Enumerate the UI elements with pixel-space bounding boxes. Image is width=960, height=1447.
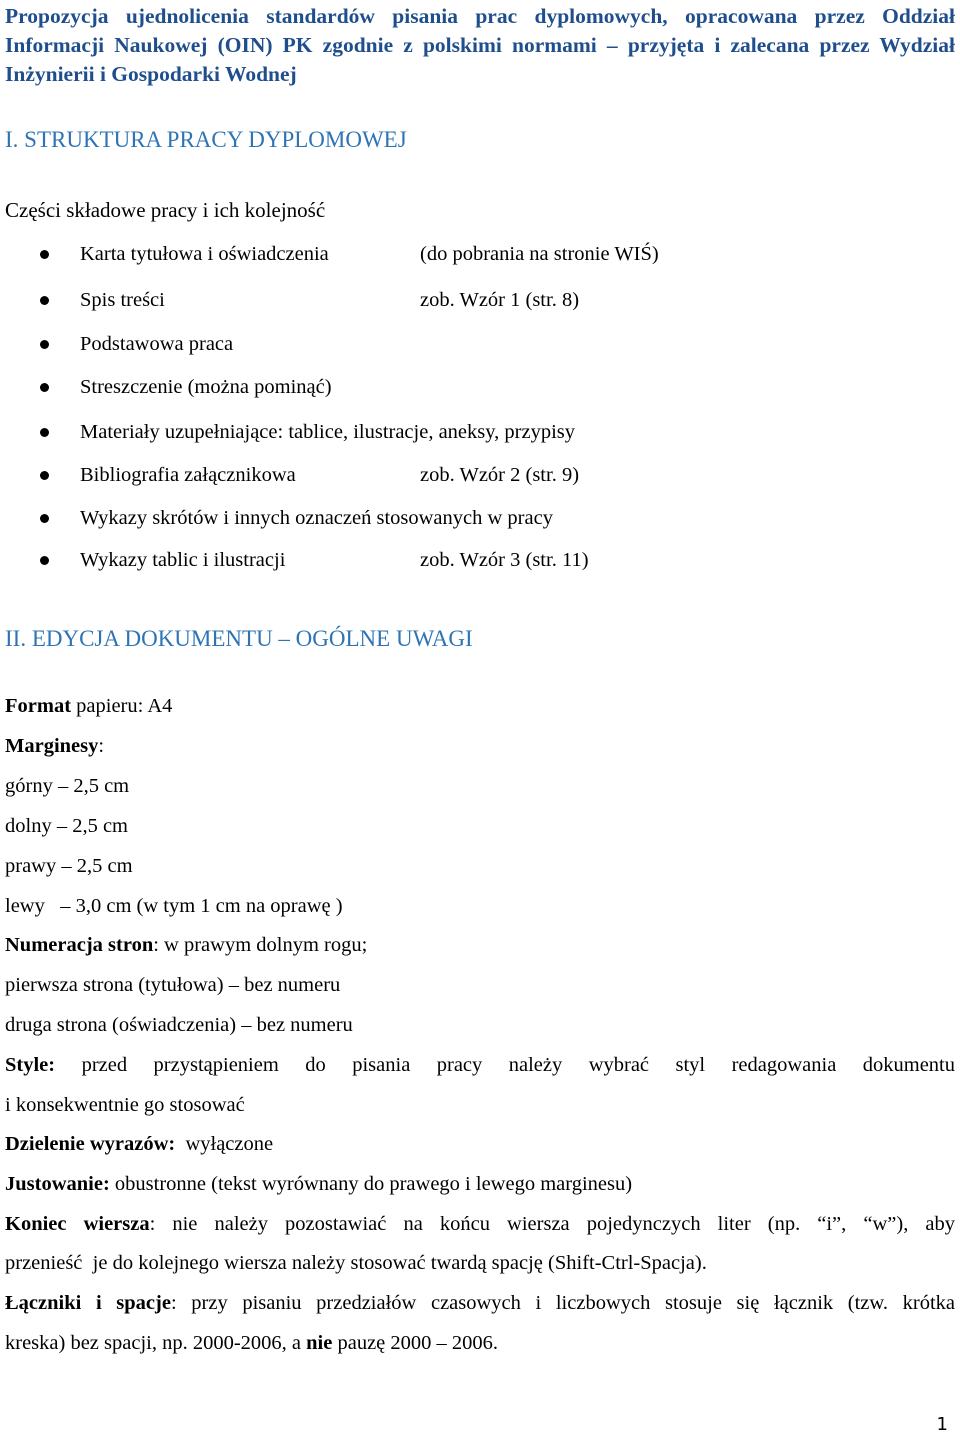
bullet-icon [40,296,49,305]
margin-left-line: lewy – 3,0 cm (w tym 1 cm na oprawę ) [5,895,343,917]
numbering-second-page: druga strona (oświadczenia) – bez numeru [5,1014,353,1036]
section-2-heading: II. EDYCJA DOKUMENTU – OGÓLNE UWAGI [5,626,473,651]
dashes-line: Łączniki i spacje: przy pisaniu przedziałów czasowych i liczbowych stosuje się łącznik (tzw. krótka [5,1292,955,1314]
page-number: 1 [936,1414,948,1435]
hyphenation-line: Dzielenie wyrazów: wyłączone [5,1133,274,1155]
bullet-icon [40,383,49,392]
section-1-heading: I. STRUKTURA PRACY DYPLOMOWEJ [5,127,407,152]
numbering-first-page: pierwsza strona (tytułowa) – bez numeru [5,974,341,996]
bullet-icon [40,250,49,259]
line-end-line-2: przenieść je do kolejnego wiersza należy stosować twardą spację (Shift-Ctrl-Spacja). [5,1252,707,1274]
line-end-line: Koniec wiersza: nie należy pozostawiać na końcu wiersza pojedynczych liter (np. “i”, “w”), aby [5,1213,955,1235]
section-1-subheading: Części składowe pracy i ich kolejność [5,198,326,222]
bullet-icon [40,340,49,349]
format-line: Format papieru: A4 [5,695,173,717]
justification-line: Justowanie: obustronne (tekst wyrównany do prawego i lewego marginesu) [5,1173,633,1195]
bullet-icon [40,514,49,523]
document-title: Propozycja ujednolicenia standardów pisania prac dyplomowych, opracowana przez Oddział Informacji Naukowej (OIN) PK zgodnie z polskimi normami – przyjęta i zalecana przez Wydział Inżynierii i Gospodarki Wodnej [5,4,955,86]
bullet-icon [40,471,49,480]
bullet-icon [40,556,49,565]
dashes-line-2: kreska) bez spacji, np. 2000-2006, a nie pauzę 2000 – 2006. [5,1332,499,1354]
margin-right-line: prawy – 2,5 cm [5,855,133,877]
margins-line: Marginesy: [5,735,105,757]
numbering-line: Numeracja stron: w prawym dolnym rogu; [5,934,368,956]
style-line: Style: przed przystąpieniem do pisania pracy należy wybrać styl redagowania dokumentu [5,1054,955,1076]
style-line-2: i konsekwentnie go stosować [5,1094,245,1116]
document-page: Propozycja ujednolicenia standardów pisania prac dyplomowych, opracowana przez Oddział Informacji Naukowej (OIN) PK zgodnie z polskimi normami – przyjęta i zalecana przez Wydział Inżynierii i Gospodarki Wodnej I. STRUKTURA PRACY DYPLOMOWEJ Części składowe pracy i ich kolejność Karta tytułowa i oświadczenia (do pobrania na stronie WIŚ) Spis treści zob. Wzór 1 (str. 8) Podstawowa praca Streszczenie (można pominąć) Materiały uzupełniające: tablice, ilustracje, aneksy, przypisy Bibliografia załącznikowa zob. Wzór 2 (str. 9) Wykazy skrótów i innych oznaczeń stosowanych w pracy Wykazy tablic i ilustracji zob. Wzór 3 (str. 11) II. EDYCJA DOKUMENTU – OGÓLNE UWAGI Format papieru: A4 Marginesy: górny – 2,5 cm dolny – 2,5 cm prawy – 2,5 cm lewy – 3,0 cm (w tym 1 cm na oprawę ) Numeracja stron: w prawym dolnym rogu; pierwsza strona (tytułowa) – bez numeru druga strona (oświadczenia) – bez numeru Style: przed przystąpieniem do pisania pracy należy wybrać styl redagowania dokumentu i konsekwentnie go stosować Dzielenie wyrazów: wyłączone Justowanie: obustronne (tekst wyrównany do prawego i lewego marginesu) Koniec wiersza: nie należy pozostawiać na końcu wiersza pojedynczych liter (np. “i”, “w”), aby przenieść je do kolejnego wiersza należy stosować twardą spację (Shift-Ctrl-Spacja). Łączniki i spacje: przy pisaniu przedziałów czasowych i liczbowych stosuje się łącznik (tzw. krótka kreska) bez spacji, np. 2000-2006, a nie pauzę 2000 – 2006. 1 [5,4,955,1435]
margin-bottom-line: dolny – 2,5 cm [5,815,128,837]
bullet-icon [40,428,49,437]
margin-top-line: górny – 2,5 cm [5,775,130,797]
